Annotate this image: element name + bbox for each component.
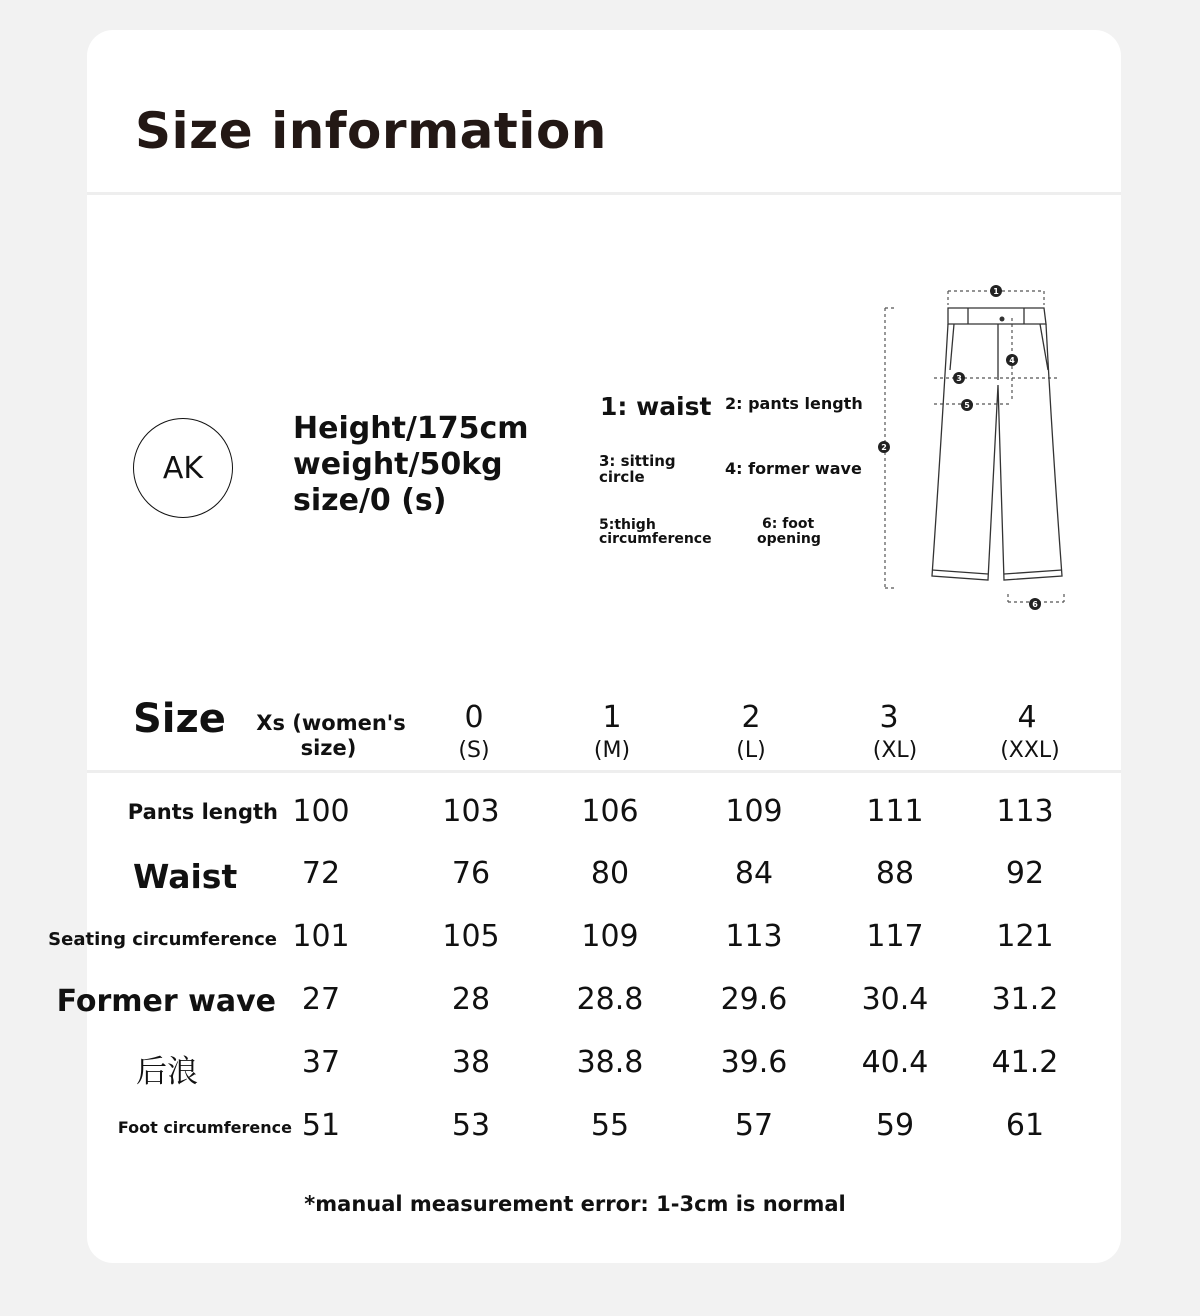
col-header-3-sub: (XL): [872, 738, 918, 763]
cell: 31.2: [991, 982, 1059, 1017]
cell: 57: [734, 1108, 774, 1143]
svg-text:5: 5: [964, 401, 970, 410]
cell: 37: [301, 1045, 341, 1080]
avatar: AK: [133, 418, 233, 518]
cell: 92: [1005, 856, 1045, 891]
legend-former-wave: 4: former wave: [725, 459, 862, 478]
cell: 109: [581, 919, 639, 954]
table-header-divider: [87, 770, 1121, 773]
svg-text:3: 3: [956, 374, 962, 383]
col-header-0-sub: (S): [458, 738, 490, 763]
cell: 61: [1005, 1108, 1045, 1143]
cell: 84: [734, 856, 774, 891]
cell: 88: [875, 856, 915, 891]
model-weight: weight/50kg: [293, 447, 503, 482]
cell: 38.8: [576, 1045, 644, 1080]
cell: 72: [301, 856, 341, 891]
legend-foot-2: opening: [757, 531, 821, 547]
svg-text:2: 2: [881, 443, 887, 452]
col-header-0: 0: [464, 700, 484, 735]
col-header-2-sub: (L): [736, 738, 766, 763]
cell: 109: [725, 794, 783, 829]
cell: 29.6: [720, 982, 788, 1017]
cell: 111: [866, 794, 924, 829]
cell: 113: [996, 794, 1054, 829]
svg-text:4: 4: [1009, 356, 1015, 365]
col-header-4-sub: (XXL): [1000, 738, 1060, 763]
page-title: Size information: [135, 102, 607, 160]
cell: 38: [451, 1045, 491, 1080]
cell: 121: [996, 919, 1054, 954]
cell: 103: [442, 794, 500, 829]
measurement-note: *manual measurement error: 1-3cm is normal: [304, 1192, 846, 1216]
legend-waist: 1: waist: [600, 392, 712, 421]
cell: 30.4: [861, 982, 929, 1017]
legend-thigh-2: circumference: [599, 531, 712, 547]
cell: 27: [301, 982, 341, 1017]
cell: 101: [292, 919, 350, 954]
cell: 80: [590, 856, 630, 891]
col-header-4: 4: [1017, 700, 1037, 735]
cell: 100: [292, 794, 350, 829]
col-header-1-sub: (M): [593, 738, 631, 763]
cell: 40.4: [861, 1045, 929, 1080]
cell: 113: [725, 919, 783, 954]
title-divider: [87, 192, 1121, 195]
model-height: Height/175cm: [293, 411, 529, 446]
col-header-xs: Xs (women's: [256, 711, 406, 735]
pants-measurement-icon: [872, 280, 1072, 615]
col-header-xs-sub: size): [300, 736, 357, 760]
legend-foot-1: 6: foot: [762, 516, 815, 532]
row-label-pants-length: Pants length: [127, 800, 278, 824]
row-label-foot-circumference: Foot circumference: [117, 1118, 292, 1137]
col-header-3: 3: [879, 700, 899, 735]
cell: 51: [301, 1108, 341, 1143]
legend-sitting-circle-2: circle: [599, 468, 645, 486]
size-header-label: Size: [133, 696, 226, 742]
row-label-seating-circumference: Seating circumference: [48, 929, 277, 950]
col-header-2: 2: [741, 700, 761, 735]
cell: 117: [866, 919, 924, 954]
cell: 55: [590, 1108, 630, 1143]
row-label-back-wave: 后浪: [136, 1054, 198, 1090]
col-header-1: 1: [602, 700, 622, 735]
cell: 39.6: [720, 1045, 788, 1080]
cell: 59: [875, 1108, 915, 1143]
svg-text:6: 6: [1032, 600, 1038, 609]
cell: 105: [442, 919, 500, 954]
cell: 76: [451, 856, 491, 891]
legend-thigh-1: 5:thigh: [599, 517, 656, 533]
legend-sitting-circle-1: 3: sitting: [599, 452, 676, 470]
svg-text:1: 1: [993, 287, 999, 296]
cell: 106: [581, 794, 639, 829]
cell: 28.8: [576, 982, 644, 1017]
cell: 53: [451, 1108, 491, 1143]
cell: 28: [451, 982, 491, 1017]
row-label-former-wave: Former wave: [56, 984, 276, 1019]
legend-pants-length: 2: pants length: [725, 394, 863, 413]
cell: 41.2: [991, 1045, 1059, 1080]
model-size: size/0 (s): [293, 483, 447, 518]
row-label-waist: Waist: [133, 857, 238, 896]
